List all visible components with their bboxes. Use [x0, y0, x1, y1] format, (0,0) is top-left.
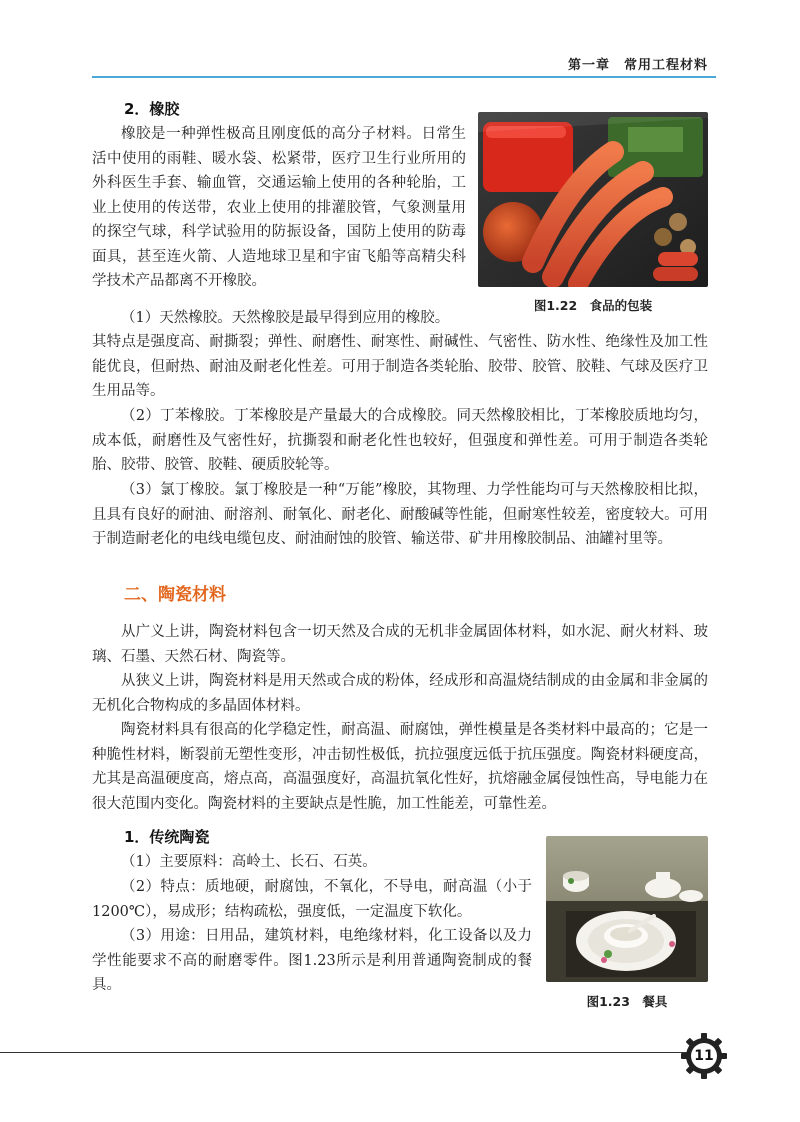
ceramics-materials-item: （1）主要原料：高岭土、长石、石英。: [121, 854, 377, 870]
ceramics-properties-paragraph: 陶瓷材料具有很高的化学稳定性，耐高温、耐腐蚀，弹性模量是各类材料中最高的；它是一种脆性材料，断裂前无塑性变形，冲击韧性极低，抗拉强度远低于抗压强度。陶瓷材料硬度高，尤其是高温硬度高，熔点高，高温强度好，高温抗氧化性好，抗熔融金属侵蚀性高，导电能力在很大范围内变化。陶瓷材料的主要缺点是性脆，加工性能差，可靠性差。: [92, 722, 708, 812]
ceramics-narrow-paragraph: 从狭义上讲，陶瓷材料是用天然或合成的粉体，经成形和高温烧结制成的由金属和非金属的无机化合物构成的多晶固体材料。: [92, 673, 708, 714]
traditional-ceramics-heading: 1．传统陶瓷: [124, 828, 210, 846]
food-packaging-photo: [478, 112, 708, 287]
rubber-heading: 2．橡胶: [124, 100, 180, 118]
figure-caption-1-22: 图1.22 食品的包装: [533, 298, 653, 313]
ceramics-heading: 二、陶瓷材料: [124, 585, 226, 605]
styrene-butadiene-rubber-paragraph: （2）丁苯橡胶。丁苯橡胶是产量最大的合成橡胶。同天然橡胶相比，丁苯橡胶质地均匀，成本低，耐磨性及气密性好，抗撕裂和耐老化性也较好，但强度和弹性差。可用于制造各类轮胎、胶带、胶管、胶鞋、硬质胶轮等。: [92, 408, 708, 473]
natural-rubber-paragraph: 其特点是强度高、耐撕裂；弹性、耐磨性、耐寒性、耐碱性、气密性、防水性、绝缘性及加工性能优良，但耐热、耐油及耐老化性差。可用于制造各类轮胎、胶带、胶管、胶鞋、气球及医疗卫生用品等。: [92, 334, 708, 399]
natural-rubber-paragraph-start: （1）天然橡胶。天然橡胶是最早得到应用的橡胶。: [121, 310, 450, 326]
tableware-photo: [546, 836, 708, 982]
page-number: 11: [694, 1048, 714, 1064]
ceramics-uses-item: （3）用途：日用品，建筑材料，电绝缘材料，化工设备以及力学性能要求不高的耐磨零件。图1.23所示是利用普通陶瓷制成的餐具。: [92, 928, 532, 993]
chloroprene-rubber-paragraph: （3）氯丁橡胶。氯丁橡胶是一种“万能”橡胶，其物理、力学性能均可与天然橡胶相比拟，且具有良好的耐油、耐溶剂、耐氧化、耐老化、耐酸碱等性能，但耐寒性较差，密度较大。可用于制造耐老化的电线电缆包皮、耐油耐蚀的胶管、输送带、矿井用橡胶制品、油罐衬里等。: [92, 482, 708, 547]
chapter-header: 第一章 常用工程材料: [567, 58, 708, 73]
footer-rule: [0, 1052, 690, 1053]
figure-caption-1-23: 图1.23 餐具: [586, 994, 668, 1009]
ceramics-features-item: （2）特点：质地硬，耐腐蚀，不氧化，不导电，耐高温（小于1200℃），易成形；结构疏松，强度低，一定温度下软化。: [92, 879, 532, 920]
rubber-intro-paragraph: 橡胶是一种弹性极高且刚度低的高分子材料。日常生活中使用的雨鞋、暖水袋、松紧带，医疗卫生行业所用的外科医生手套、输血管，交通运输上使用的各种轮胎，工业上使用的传送带，农业上使用的排灌胶管，气象测量用的探空气球，科学试验用的防振设备，国防上使用的防毒面具，甚至连火箭、人造地球卫星和宇宙飞船等高精尖科学技术产品都离不开橡胶。: [92, 126, 466, 289]
ceramics-broad-paragraph: 从广义上讲，陶瓷材料包含一切天然及合成的无机非金属固体材料，如水泥、耐火材料、玻璃、石墨、天然石材、陶瓷等。: [92, 624, 708, 665]
header-rule: [92, 76, 716, 78]
